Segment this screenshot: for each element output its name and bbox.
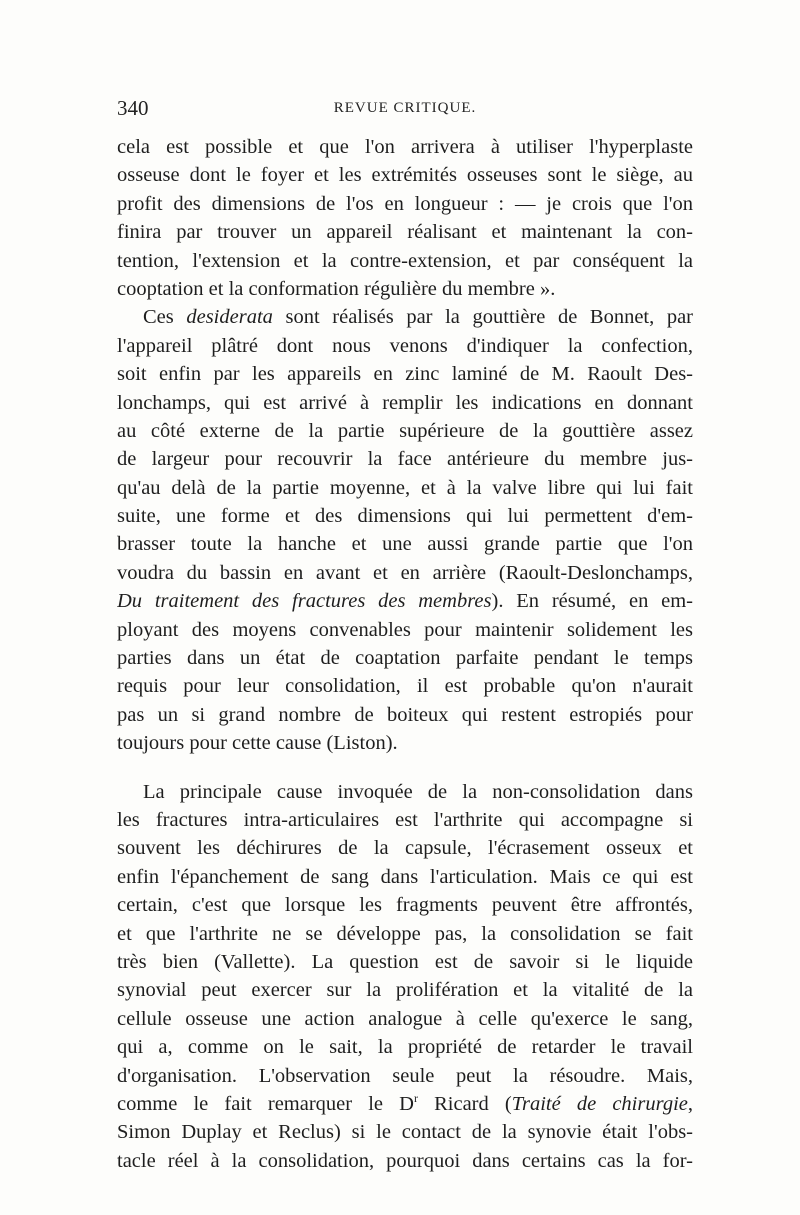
running-title: REVUE CRITIQUE. [333, 100, 477, 116]
text-line: requis pour leur consolidation, il est probable qu'on n'aurait [117, 675, 693, 698]
text-line: d'organisation. L'observation seule peut la résoudre. Mais, [117, 1064, 693, 1087]
page-number: 340 [117, 96, 149, 120]
text-line: et que l'arthrite ne se développe pas, la consolidation se fait [117, 922, 693, 945]
text-line: brasser toute la hanche et une aussi grande partie que l'on [117, 533, 693, 556]
text-line: les fractures intra-articulaires est l'arthrite qui accompagne si [117, 808, 693, 831]
text-segment: ). En résumé, en em- [491, 590, 693, 613]
text-line: synovial peut exercer sur la prolifération et la vitalité de la [117, 979, 693, 1002]
text-line: au côté externe de la partie supérieure de la gouttière assez [117, 419, 693, 442]
text-line: très bien (Vallette). La question est de savoir si le liquide [117, 950, 693, 973]
text-segment: sont réalisés par la gouttière de Bonnet, par [272, 306, 693, 329]
text-line: voudra du bassin en avant et en arrière (Raoult-Deslonchamps, [117, 561, 693, 584]
text-segment: , [687, 1092, 693, 1115]
italic-citation: Du traitement des fractures des membres [117, 590, 492, 613]
text-line [117, 303, 693, 331]
text-line: cellule osseuse une action analogue à celle qu'exerce le sang, [117, 1007, 693, 1030]
text-line: tacle réel à la consolidation, pourquoi dans certains cas la for- [117, 1149, 693, 1172]
text-line: enfin l'épanchement de sang dans l'articulation. Mais ce qui est [117, 865, 693, 888]
text-line: suite, une forme et des dimensions qui lui permettent d'em- [117, 505, 693, 528]
italic-term: desiderata [186, 306, 273, 329]
body-text [117, 133, 693, 1175]
paragraph-gap [117, 758, 693, 778]
text-line: pas un si grand nombre de boiteux qui restent estropiés pour [117, 703, 693, 726]
text-line: La principale cause invoquée de la non-consolidation dans [143, 780, 693, 803]
text-line: ployant des moyens convenables pour maintenir solidement les [117, 618, 693, 641]
text-segment: Ricard ( [417, 1092, 512, 1115]
text-segment: comme le fait remarquer le D [117, 1092, 414, 1115]
text-line: cooptation et la conformation régulière du membre ». [117, 277, 556, 300]
text-line: l'appareil plâtré dont nous venons d'indiquer la confection, [117, 334, 693, 357]
text-line: finira par trouver un appareil réalisant et maintenant la con- [117, 221, 693, 244]
text-line: certain, c'est que lorsque les fragments peuvent être affrontés, [117, 894, 693, 917]
text-line: souvent les déchirures de la capsule, l'écrasement osseux et [117, 837, 693, 860]
italic-citation: Traité de chirurgie [511, 1092, 688, 1115]
text-line: parties dans un état de coaptation parfaite pendant le temps [117, 647, 693, 670]
text-segment: Ces [143, 306, 187, 329]
text-line: qu'au delà de la partie moyenne, et à la valve libre qui lui fait [117, 476, 693, 499]
text-line: lonchamps, qui est arrivé à remplir les indications en donnant [117, 391, 693, 414]
text-line: tention, l'extension et la contre-extension, et par conséquent la [117, 249, 693, 272]
paragraph-2 [117, 303, 693, 757]
text-line [117, 1090, 693, 1118]
text-line: toujours pour cette cause (Liston). [117, 732, 398, 755]
page-header [117, 96, 693, 124]
text-line: de largeur pour recouvrir la face antérieure du membre jus- [117, 448, 693, 471]
paragraph-3 [117, 778, 693, 1175]
text-line: osseuse dont le foyer et les extrémités osseuses sont le siège, au [117, 164, 693, 187]
text-line: cela est possible et que l'on arrivera à utiliser l'hyperplaste [117, 136, 693, 158]
paragraph-1 [117, 133, 693, 303]
text-line: soit enfin par les appareils en zinc laminé de M. Raoult Des- [117, 363, 693, 386]
superscript: r [413, 1091, 418, 1106]
text-line: qui a, comme on le sait, la propriété de retarder le travail [117, 1036, 693, 1059]
text-line [117, 587, 693, 615]
text-line: Simon Duplay et Reclus) si le contact de la synovie était l'obs- [117, 1121, 693, 1144]
text-line: profit des dimensions de l'os en longueur : — je crois que l'on [117, 192, 693, 215]
